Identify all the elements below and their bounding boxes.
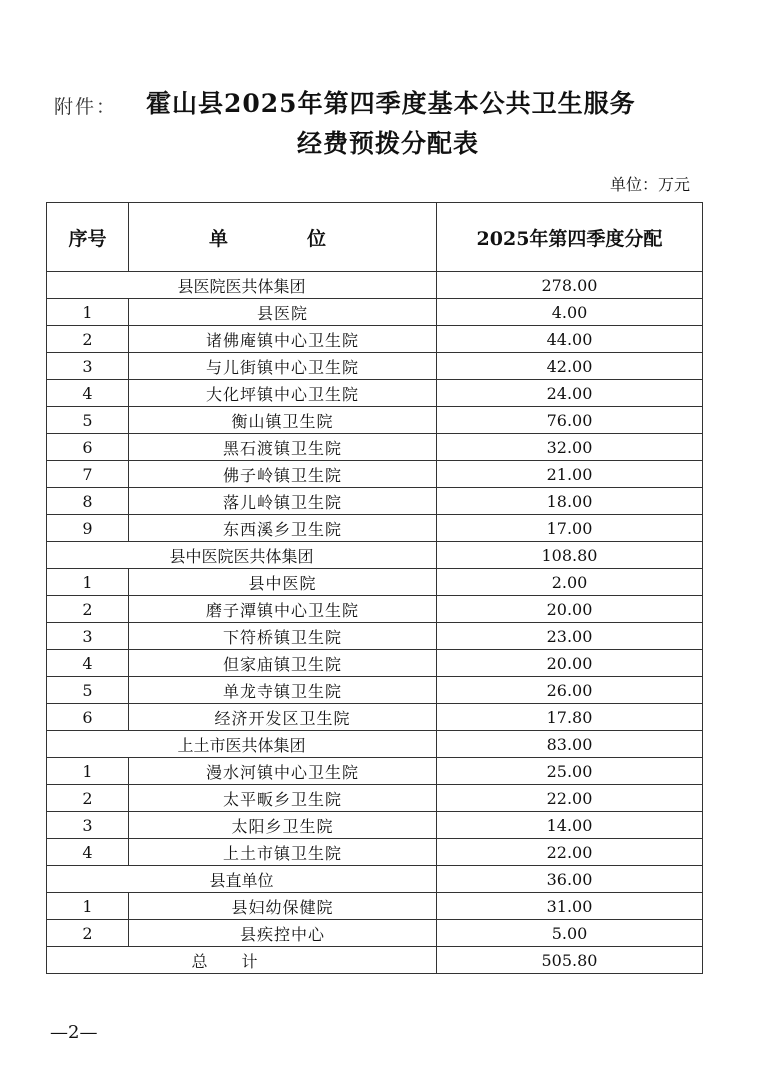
unit-note: 单位：万元 bbox=[609, 175, 690, 194]
row-unit: 太阳乡卫生院 bbox=[129, 812, 437, 839]
row-amount: 24.00 bbox=[437, 380, 703, 407]
total-amount: 505.80 bbox=[437, 947, 703, 974]
row-unit: 漫水河镇中心卫生院 bbox=[129, 758, 437, 785]
total-label: 总计 bbox=[47, 947, 437, 974]
row-number: 7 bbox=[47, 461, 129, 488]
row-amount: 44.00 bbox=[437, 326, 703, 353]
row-unit: 县疾控中心 bbox=[129, 920, 437, 947]
table-row bbox=[47, 380, 703, 407]
group-amount: 108.80 bbox=[437, 542, 703, 569]
table-row bbox=[47, 299, 703, 326]
table-row bbox=[47, 650, 703, 677]
page-number: —2— bbox=[50, 1022, 98, 1043]
row-number: 3 bbox=[47, 623, 129, 650]
row-amount: 42.00 bbox=[437, 353, 703, 380]
row-unit: 经济开发区卫生院 bbox=[129, 704, 437, 731]
row-amount: 21.00 bbox=[437, 461, 703, 488]
row-unit: 与儿街镇中心卫生院 bbox=[129, 353, 437, 380]
table-row bbox=[47, 353, 703, 380]
row-amount: 31.00 bbox=[437, 893, 703, 920]
row-number: 4 bbox=[47, 839, 129, 866]
row-number: 2 bbox=[47, 326, 129, 353]
row-unit: 太平畈乡卫生院 bbox=[129, 785, 437, 812]
table-row bbox=[47, 785, 703, 812]
group-name: 县医院医共体集团 bbox=[47, 272, 437, 299]
row-number: 1 bbox=[47, 893, 129, 920]
row-amount: 20.00 bbox=[437, 650, 703, 677]
row-unit: 县妇幼保健院 bbox=[129, 893, 437, 920]
row-unit: 磨子潭镇中心卫生院 bbox=[129, 596, 437, 623]
row-amount: 26.00 bbox=[437, 677, 703, 704]
column-header-number: 序号 bbox=[47, 203, 129, 272]
table-row bbox=[47, 920, 703, 947]
table-row bbox=[47, 677, 703, 704]
row-unit: 诸佛庵镇中心卫生院 bbox=[129, 326, 437, 353]
group-name: 县中医院医共体集团 bbox=[47, 542, 437, 569]
row-unit: 大化坪镇中心卫生院 bbox=[129, 380, 437, 407]
group-amount: 278.00 bbox=[437, 272, 703, 299]
row-number: 2 bbox=[47, 920, 129, 947]
group-row bbox=[47, 731, 703, 758]
attachment-label: 附件： bbox=[54, 96, 118, 118]
row-amount: 22.00 bbox=[437, 839, 703, 866]
row-number: 5 bbox=[47, 677, 129, 704]
row-number: 3 bbox=[47, 812, 129, 839]
row-amount: 2.00 bbox=[437, 569, 703, 596]
group-row bbox=[47, 542, 703, 569]
row-number: 4 bbox=[47, 650, 129, 677]
row-amount: 14.00 bbox=[437, 812, 703, 839]
table-header-row bbox=[47, 203, 703, 272]
table-row bbox=[47, 434, 703, 461]
row-amount: 5.00 bbox=[437, 920, 703, 947]
table-row bbox=[47, 704, 703, 731]
allocation-table bbox=[46, 202, 703, 974]
row-unit: 但家庙镇卫生院 bbox=[129, 650, 437, 677]
group-row bbox=[47, 272, 703, 299]
table-row bbox=[47, 839, 703, 866]
row-unit: 上土市镇卫生院 bbox=[129, 839, 437, 866]
row-number: 5 bbox=[47, 407, 129, 434]
table-row bbox=[47, 596, 703, 623]
table-row bbox=[47, 623, 703, 650]
row-number: 6 bbox=[47, 434, 129, 461]
row-unit: 下符桥镇卫生院 bbox=[129, 623, 437, 650]
row-unit: 东西溪乡卫生院 bbox=[129, 515, 437, 542]
row-number: 6 bbox=[47, 704, 129, 731]
table-row bbox=[47, 569, 703, 596]
table-row bbox=[47, 515, 703, 542]
table-row bbox=[47, 461, 703, 488]
row-number: 4 bbox=[47, 380, 129, 407]
row-amount: 76.00 bbox=[437, 407, 703, 434]
row-unit: 衡山镇卫生院 bbox=[129, 407, 437, 434]
row-amount: 22.00 bbox=[437, 785, 703, 812]
row-number: 1 bbox=[47, 299, 129, 326]
row-unit: 单龙寺镇卫生院 bbox=[129, 677, 437, 704]
row-number: 1 bbox=[47, 758, 129, 785]
column-header-unit: 单 位 bbox=[129, 203, 437, 272]
group-name: 上土市医共体集团 bbox=[47, 731, 437, 758]
row-amount: 20.00 bbox=[437, 596, 703, 623]
row-number: 2 bbox=[47, 785, 129, 812]
column-header-allocation: 2025年第四季度分配 bbox=[437, 203, 703, 272]
table-row bbox=[47, 488, 703, 515]
row-unit: 佛子岭镇卫生院 bbox=[129, 461, 437, 488]
row-amount: 17.00 bbox=[437, 515, 703, 542]
row-amount: 4.00 bbox=[437, 299, 703, 326]
row-unit: 黑石渡镇卫生院 bbox=[129, 434, 437, 461]
total-row bbox=[47, 947, 703, 974]
table-row bbox=[47, 326, 703, 353]
table-row bbox=[47, 893, 703, 920]
document-subtitle: 经费预拨分配表 bbox=[296, 129, 479, 158]
row-number: 2 bbox=[47, 596, 129, 623]
group-name: 县直单位 bbox=[47, 866, 437, 893]
row-number: 9 bbox=[47, 515, 129, 542]
row-number: 1 bbox=[47, 569, 129, 596]
table-row bbox=[47, 812, 703, 839]
row-amount: 18.00 bbox=[437, 488, 703, 515]
row-number: 8 bbox=[47, 488, 129, 515]
document-title: 霍山县2025年第四季度基本公共卫生服务 bbox=[146, 89, 636, 118]
group-amount: 83.00 bbox=[437, 731, 703, 758]
group-amount: 36.00 bbox=[437, 866, 703, 893]
row-unit: 落儿岭镇卫生院 bbox=[129, 488, 437, 515]
row-amount: 25.00 bbox=[437, 758, 703, 785]
table-row bbox=[47, 407, 703, 434]
row-amount: 32.00 bbox=[437, 434, 703, 461]
table-row bbox=[47, 758, 703, 785]
row-amount: 23.00 bbox=[437, 623, 703, 650]
row-number: 3 bbox=[47, 353, 129, 380]
row-unit: 县中医院 bbox=[129, 569, 437, 596]
row-unit: 县医院 bbox=[129, 299, 437, 326]
row-amount: 17.80 bbox=[437, 704, 703, 731]
group-row bbox=[47, 866, 703, 893]
